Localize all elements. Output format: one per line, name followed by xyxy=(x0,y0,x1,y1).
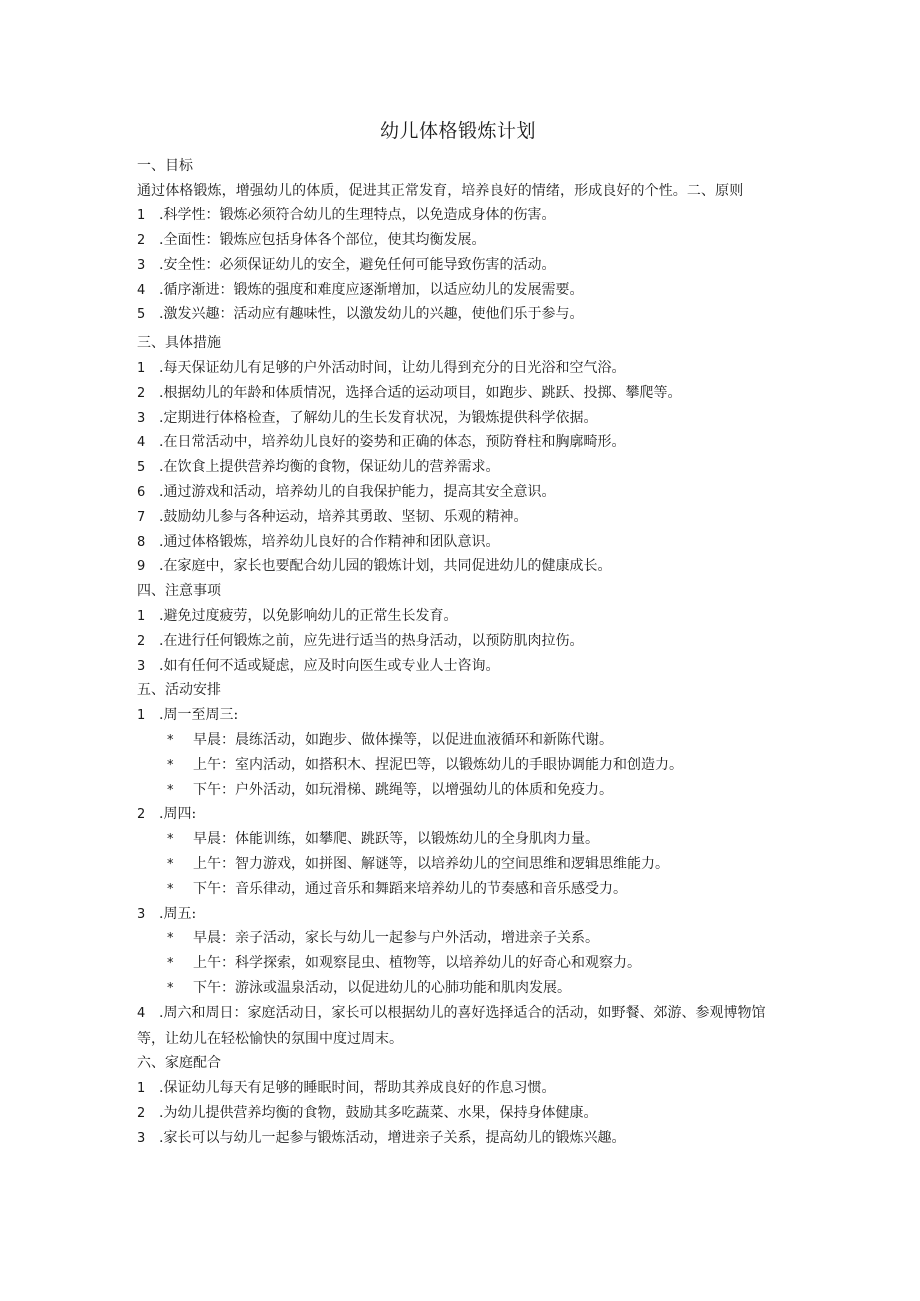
item-text: .为幼儿提供营养均衡的食物，鼓励其多吃蔬菜、水果，保持身体健康。 xyxy=(159,1104,598,1121)
list-item xyxy=(137,530,787,555)
item-text: .避免过度疲劳，以免影响幼儿的正常生长发育。 xyxy=(159,608,458,625)
item-number: 9 xyxy=(137,559,146,575)
entry-text: 早晨：体能训练，如攀爬、跳跃等，以锻炼幼儿的全身肌肉力量。 xyxy=(193,831,599,848)
entry-text: 下午：游泳或温泉活动，以促进幼儿的心肺功能和肌肉发展。 xyxy=(193,980,571,996)
item-text: .保证幼儿每天有足够的睡眠时间，帮助其养成良好的作息习惯。 xyxy=(159,1080,556,1097)
item-number: 4 xyxy=(137,282,146,298)
schedule-entry xyxy=(137,778,787,803)
item-number: 1 xyxy=(137,208,146,224)
schedule-entry xyxy=(137,951,787,976)
item-number: 2 xyxy=(137,385,146,401)
entry-text: 早晨：晨练活动，如跑步、做体操等，以促进血液循环和新陈代谢。 xyxy=(193,732,613,749)
list-item xyxy=(137,1076,787,1101)
schedule-day xyxy=(137,802,787,827)
item-number: 5 xyxy=(137,460,146,476)
item-text: .鼓励幼儿参与各种运动，培养其勇敢、坚韧、乐观的精神。 xyxy=(159,508,528,525)
list-item xyxy=(137,1126,787,1151)
list-item xyxy=(137,654,787,679)
day-label: .周四: xyxy=(159,806,197,823)
item-text: .通过体格锻炼，培养幼儿良好的合作精神和团队意识。 xyxy=(159,533,500,550)
document-page xyxy=(137,116,787,1151)
section-heading-notes: 四、注意事项 xyxy=(137,583,221,600)
schedule-entry xyxy=(137,753,787,778)
item-number: 3 xyxy=(137,658,146,674)
list-item xyxy=(137,302,787,327)
asterisk-bullet: * xyxy=(167,857,174,873)
schedule-day xyxy=(137,703,787,728)
asterisk-bullet: * xyxy=(167,782,174,798)
list-item xyxy=(137,406,787,431)
asterisk-bullet: * xyxy=(167,881,174,897)
entry-text: 下午：户外活动，如玩滑梯、跳绳等，以增强幼儿的体质和免疫力。 xyxy=(193,781,613,798)
schedule-weekend xyxy=(137,1001,787,1052)
item-text: .在进行任何锻炼之前，应先进行适当的热身活动，以预防肌肉拉伤。 xyxy=(159,632,584,649)
item-text: .科学性：锻炼必须符合幼儿的生理特点，以免造成身体的伤害。 xyxy=(159,207,556,224)
list-item xyxy=(137,278,787,303)
item-text: .全面性：锻炼应包括身体各个部位，使其均衡发展。 xyxy=(159,232,486,249)
schedule-entry xyxy=(137,926,787,951)
list-item xyxy=(137,356,787,381)
list-item xyxy=(137,381,787,406)
item-text: .在饮食上提供营养均衡的食物，保证幼儿的营养需求。 xyxy=(159,459,500,476)
list-item xyxy=(137,554,787,579)
item-number: 5 xyxy=(137,307,146,323)
asterisk-bullet: * xyxy=(167,733,174,749)
day-label: .周一至周三: xyxy=(159,707,239,724)
item-text: .根据幼儿的年龄和体质情况，选择合适的运动项目，如跑步、跳跃、投掷、攀爬等。 xyxy=(159,384,682,401)
item-number: 2 xyxy=(137,233,146,249)
schedule-entry xyxy=(137,728,787,753)
section-heading-measures: 三、具体措施 xyxy=(137,335,221,352)
asterisk-bullet: * xyxy=(167,757,174,773)
goal-paragraph: 通过体格锻炼，增强幼儿的体质，促进其正常发育，培养良好的情绪，形成良好的个性。二、原则 xyxy=(137,182,744,199)
item-number: 1 xyxy=(137,361,146,377)
section-heading-schedule: 五、活动安排 xyxy=(137,682,221,699)
item-text: .循序渐进：锻炼的强度和难度应逐渐增加，以适应幼儿的发展需要。 xyxy=(159,281,584,298)
list-item xyxy=(137,455,787,480)
list-item xyxy=(137,253,787,278)
item-number: 2 xyxy=(137,1105,146,1121)
item-number: 3 xyxy=(137,1130,146,1146)
list-item xyxy=(137,228,787,253)
weekend-text: .周六和周日：家庭活动日，家长可以根据幼儿的喜好选择适合的活动，如野餐、郊游、参观博物馆等，让幼儿在轻松愉快的氛围中度过周末。 xyxy=(137,1004,766,1047)
asterisk-bullet: * xyxy=(167,981,174,996)
item-number: 1 xyxy=(137,708,146,724)
entry-text: 上午：智力游戏，如拼图、解谜等，以培养幼儿的空间思维和逻辑思维能力。 xyxy=(193,856,669,873)
item-text: .在日常活动中，培养幼儿良好的姿势和正确的体态，预防脊柱和胸廓畸形。 xyxy=(159,434,626,451)
entry-text: 早晨：亲子活动，家长与幼儿一起参与户外活动，增进亲子关系。 xyxy=(193,930,599,947)
section-heading-family: 六、家庭配合 xyxy=(137,1055,221,1072)
item-number: 4 xyxy=(137,1005,146,1021)
list-item xyxy=(137,203,787,228)
item-number: 2 xyxy=(137,807,146,823)
entry-text: 下午：音乐律动，通过音乐和舞蹈来培养幼儿的节奏感和音乐感受力。 xyxy=(193,880,627,897)
item-number: 1 xyxy=(137,1081,146,1097)
item-number: 2 xyxy=(137,633,146,649)
item-number: 3 xyxy=(137,410,146,426)
item-text: .如有任何不适或疑虑，应及时向医生或专业人士咨询。 xyxy=(159,657,500,674)
item-number: 8 xyxy=(137,534,146,550)
list-item xyxy=(137,505,787,530)
asterisk-bullet: * xyxy=(167,931,174,947)
entry-text: 上午：室内活动，如搭积木、捏泥巴等，以锻炼幼儿的手眼协调能力和创造力。 xyxy=(193,756,683,773)
entry-text: 上午：科学探索，如观察昆虫、植物等，以培养幼儿的好奇心和观察力。 xyxy=(193,955,641,972)
asterisk-bullet: * xyxy=(167,956,174,972)
item-text: .安全性：必须保证幼儿的安全，避免任何可能导致伤害的活动。 xyxy=(159,256,556,273)
item-number: 3 xyxy=(137,257,146,273)
item-text: .激发兴趣：活动应有趣味性，以激发幼儿的兴趣，使他们乐于参与。 xyxy=(159,306,584,323)
item-number: 7 xyxy=(137,509,146,525)
section-heading-goal: 一、目标 xyxy=(137,158,193,174)
item-text: .每天保证幼儿有足够的户外活动时间，让幼儿得到充分的日光浴和空气浴。 xyxy=(159,360,626,377)
document-title: 幼儿体格锻炼计划 xyxy=(379,120,536,142)
asterisk-bullet: * xyxy=(167,832,174,848)
schedule-entry xyxy=(137,827,787,852)
list-item xyxy=(137,604,787,629)
item-number: 1 xyxy=(137,609,146,625)
schedule-day xyxy=(137,902,787,927)
item-number: 3 xyxy=(137,906,146,922)
item-number: 6 xyxy=(137,485,146,501)
schedule-entry xyxy=(137,976,787,1001)
item-number: 4 xyxy=(137,435,146,451)
schedule-entry xyxy=(137,877,787,902)
list-item xyxy=(137,629,787,654)
schedule-entry xyxy=(137,852,787,877)
list-item xyxy=(137,480,787,505)
list-item xyxy=(137,1101,787,1126)
item-text: .通过游戏和活动，培养幼儿的自我保护能力，提高其安全意识。 xyxy=(159,484,556,501)
item-text: .定期进行体格检查，了解幼儿的生长发育状况，为锻炼提供科学依据。 xyxy=(159,409,598,426)
day-label: .周五: xyxy=(159,905,197,922)
item-text: .家长可以与幼儿一起参与锻炼活动，增进亲子关系，提高幼儿的锻炼兴趣。 xyxy=(159,1129,626,1146)
list-item xyxy=(137,430,787,455)
item-text: .在家庭中，家长也要配合幼儿园的锻炼计划，共同促进幼儿的健康成长。 xyxy=(159,558,612,575)
